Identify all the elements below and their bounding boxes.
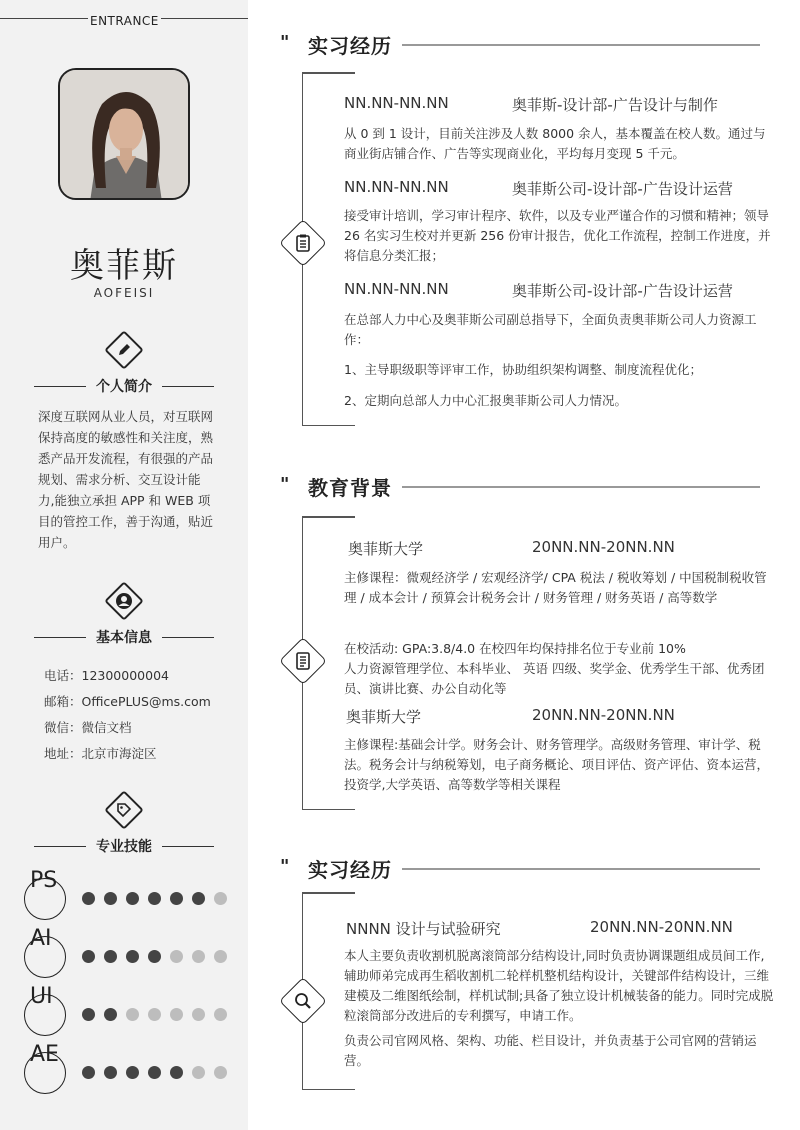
wechat-text: 微信：微信文档	[44, 720, 132, 735]
email-text: 邮箱：OfficePLUS@ms.com	[44, 694, 211, 709]
job-date: NN.NN-NN.NN	[344, 94, 449, 112]
skill-dot-filled	[170, 892, 183, 905]
portrait-image	[60, 70, 190, 200]
internship-heading: " 实习经历	[280, 854, 760, 880]
skill-dot-filled	[82, 1066, 95, 1079]
job-company: 奥菲斯-设计部-广告设计与制作	[512, 96, 718, 114]
project-header	[346, 918, 733, 939]
phone-text: 电话：12300000004	[44, 668, 169, 683]
person-name: 奥菲斯	[70, 246, 178, 286]
school-name: 奥菲斯大学	[346, 708, 422, 726]
job-description: 接受审计培训，学习审计程序、软件，以及专业严谨合作的习惯和精神；领导 26 名实习生校对并更新 256 份审计报告，优化工作流程，控制工作进度，并将信息分类汇报；	[344, 208, 771, 263]
job-description: 在总部人力中心及奥菲斯公司副总指导下，全面负责奥菲斯公司人力资源工作：	[344, 312, 757, 347]
job-duty: 1、主导职级职等评审工作，协助组织架构调整、制度流程优化；	[344, 362, 702, 377]
skill-dot-empty	[214, 1008, 227, 1021]
skill-dot-empty	[214, 892, 227, 905]
job-date: NN.NN-NN.NN	[344, 280, 449, 298]
skill-dot-empty	[170, 950, 183, 963]
skill-row	[24, 984, 244, 1036]
skill-dot-filled	[82, 892, 95, 905]
skill-dot-filled	[126, 950, 139, 963]
skill-dot-filled	[126, 1066, 139, 1079]
skill-dot-empty	[214, 950, 227, 963]
skill-dot-filled	[148, 1066, 161, 1079]
intro-heading: 个人简介	[34, 376, 214, 396]
entrance-label: ENTRANCE	[90, 14, 159, 28]
skill-dot-filled	[148, 950, 161, 963]
job-header	[344, 178, 733, 198]
tag-icon	[104, 790, 144, 830]
activity-text: 在校活动: GPA:3.8/4.0 在校四年均保持排名位于专业前 10%	[344, 641, 686, 656]
address-text: 地址：北京市海淀区	[44, 746, 157, 761]
education-heading: " 教育背景	[280, 472, 760, 498]
skill-dot-empty	[170, 1008, 183, 1021]
skill-row	[24, 1042, 244, 1094]
skill-dot-filled	[82, 1008, 95, 1021]
skill-dot-filled	[126, 892, 139, 905]
skill-dot-filled	[104, 1008, 117, 1021]
courses-text: 主修课程:基础会计学。财务会计、财务管理学。高级财务管理、审计学、税法。税务会计与纳税筹划，电子商务概论、项目评估、资产评估、资本运营，投资学,大学英语、高等数学等相关课程	[344, 737, 770, 792]
skill-rating	[82, 1066, 227, 1079]
info-heading: 基本信息	[34, 627, 214, 647]
courses-text: 主修课程：微观经济学 / 宏观经济学/ CPA 税法 / 税收筹划 / 中国税制税收管理 / 成本会计 / 预算会计税务会计 / 财务管理 / 财务英语 / 高等数学	[344, 570, 767, 605]
intro-text: 深度互联网从业人员，对互联网保持高度的敏感性和关注度，熟悉产品开发流程，有很强的产品规划、需求分析、交互设计能力,能独立承担 APP 和 WEB 项目的管控工作，善于沟通，贴近用户。	[38, 409, 214, 550]
school-header	[348, 538, 675, 559]
skill-dot-empty	[192, 1066, 205, 1079]
skill-dot-empty	[192, 950, 205, 963]
school-date: 20NN.NN-20NN.NN	[532, 538, 675, 556]
skill-dot-filled	[104, 950, 117, 963]
pencil-icon	[104, 330, 144, 370]
school-header	[346, 706, 675, 727]
project-date: 20NN.NN-20NN.NN	[590, 918, 733, 936]
skill-dot-empty	[148, 1008, 161, 1021]
skill-label: AI	[30, 926, 52, 951]
project-description: 本人主要负责收割机脱离滚筒部分结构设计,同时负责协调课题组成员间工作,辅助师弟完成再生稻收割机二轮样机整机结构设计，关键部件结构设计，三维建模及二维图纸绘制，样机试制;具备了独立设计机械装备的能力。同时完成脱粒滚筒部分改进后的专利撰写，申请工作。	[344, 948, 774, 1023]
skill-rating	[82, 950, 227, 963]
skill-label: AE	[30, 1042, 59, 1067]
job-date: NN.NN-NN.NN	[344, 178, 449, 196]
skill-rating	[82, 1008, 227, 1021]
job-company: 奥菲斯公司-设计部-广告设计运营	[512, 282, 733, 300]
skill-dot-filled	[104, 892, 117, 905]
job-duty: 2、定期向总部人力中心汇报奥菲斯公司人力情况。	[344, 393, 627, 408]
job-header	[344, 280, 733, 300]
skill-dot-filled	[192, 892, 205, 905]
skill-dot-empty	[126, 1008, 139, 1021]
skill-label: UI	[30, 984, 53, 1009]
avatar	[58, 68, 190, 200]
skill-dot-filled	[170, 1066, 183, 1079]
job-description: 从 0 到 1 设计，目前关注涉及人数 8000 余人，基本覆盖在校人数。通过与商业街店铺合作、广告等实现商业化，平均每月变现 5 千元。	[344, 126, 766, 161]
skills-heading: 专业技能	[34, 836, 214, 856]
school-name: 奥菲斯大学	[348, 540, 424, 558]
skill-dot-empty	[214, 1066, 227, 1079]
skill-dot-filled	[82, 950, 95, 963]
skill-dot-empty	[192, 1008, 205, 1021]
skill-row	[24, 868, 244, 920]
internship-heading: " 实习经历	[280, 30, 760, 56]
project-description: 负责公司官网风格、架构、功能、栏目设计，并负责基于公司官网的营销运营。	[344, 1033, 757, 1068]
skill-label: PS	[30, 868, 58, 893]
sidebar	[0, 0, 248, 1130]
user-icon	[104, 581, 144, 621]
skill-rating	[82, 892, 227, 905]
job-header	[344, 94, 718, 114]
project-name: NNNN 设计与试验研究	[346, 920, 501, 938]
skill-dot-filled	[104, 1066, 117, 1079]
person-name-pinyin: AOFEISI	[93, 286, 155, 300]
job-company: 奥菲斯公司-设计部-广告设计运营	[512, 180, 733, 198]
honors-text: 人力资源管理学位、本科毕业、 英语 四级、奖学金、优秀学生干部、优秀团员、演讲比赛、办公自动化等	[344, 661, 765, 696]
skill-dot-filled	[148, 892, 161, 905]
school-date: 20NN.NN-20NN.NN	[532, 706, 675, 724]
skill-row	[24, 926, 244, 978]
